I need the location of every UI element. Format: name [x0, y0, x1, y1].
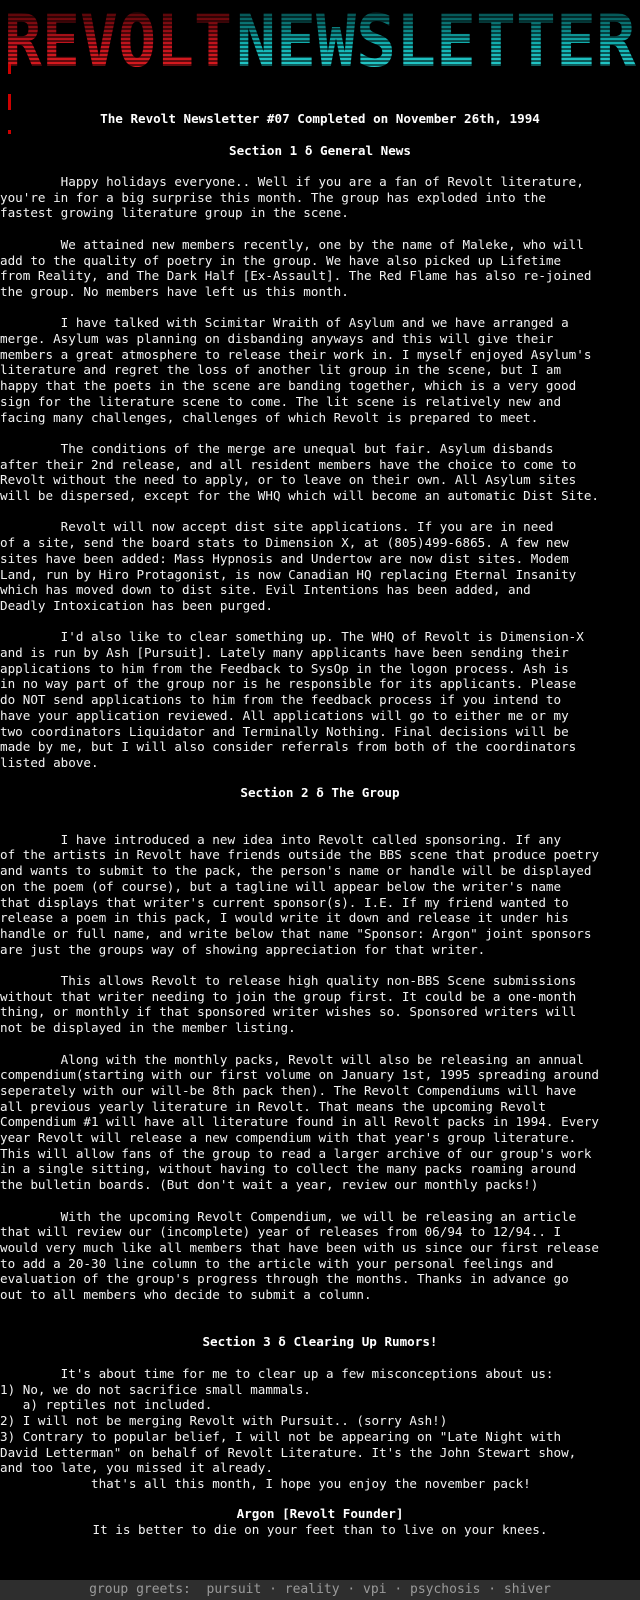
body-text-line: are just the groups way of showing appreciation for that writer.: [0, 941, 486, 957]
body-text-line: and too late, you missed it already.: [0, 1460, 273, 1476]
body-text-line: all previous yearly literature in Revolt. That means the upcoming Revolt: [0, 1098, 546, 1114]
body-text-line: have your application reviewed. All applications will go to either me or my: [0, 707, 569, 723]
body-text-line: sign for the literature scene to come. The lit scene is relatively new and: [0, 393, 562, 409]
body-text-line: a) reptiles not included.: [0, 1397, 213, 1413]
revolt-newsletter-banner: [0, 0, 640, 84]
body-text-line: applications to him from the Feedback to SysOp in the logon process. Ash is: [0, 660, 569, 676]
body-text-line: merge. Asylum was planning on disbanding anyways and this will give their: [0, 331, 554, 346]
body-text-line: evaluation of the group's progress through the months. Thanks in advance go: [0, 1271, 569, 1287]
body-text-line: facing many challenges, challenges of which Revolt is prepared to meet.: [0, 409, 539, 425]
body-text-line: Land, run by Hiro Protagonist, is now Canadian HQ replacing Eternal Insanity: [0, 566, 577, 582]
body-text-line: and wants to submit to the pack, the person's name or handle will be displayed: [0, 863, 592, 879]
body-text-line: that displays that writer's current sponsor(s). I.E. If my friend wanted to: [0, 894, 569, 910]
banner-drip-mark: [8, 94, 11, 110]
body-text-line: made by me, but I will also consider referrals from both of the coordinators: [0, 739, 577, 755]
banner-drip-mark: [8, 64, 11, 74]
banner-drip-mark: [8, 130, 11, 134]
body-text-line: I have introduced a new idea into Revolt called sponsoring. If any: [0, 831, 562, 847]
body-text-line: 1) No, we do not sacrifice small mammals.: [0, 1381, 311, 1397]
body-text-line: The conditions of the merge are unequal but fair. Asylum disbands: [0, 440, 554, 456]
body-text-line: out to all members who decide to submit a column.: [0, 1287, 372, 1302]
body-text-line: Revolt will now accept dist site applications. If you are in need: [0, 519, 554, 535]
section-2-title: Section 2 δ The Group: [240, 785, 400, 800]
closing-quote: It is better to die on your feet than to live on your knees.: [92, 1522, 548, 1537]
body-text-line: the group. No members have left us this month.: [0, 283, 349, 299]
body-text-line: fastest growing literature group in the scene.: [0, 205, 349, 221]
body-text-line: would very much like all members that have been with us since our first release: [0, 1239, 599, 1255]
section-3-title: Section 3 δ Clearing Up Rumors!: [202, 1334, 438, 1349]
body-text-line: year Revolt will release a new compendium with that year's group literature.: [0, 1130, 577, 1145]
signature: Argon [Revolt Founder]: [236, 1506, 404, 1521]
body-text-line: in a single sitting, without having to collect the many packs roaming around: [0, 1161, 577, 1177]
body-text-line: handle or full name, and write below that name "Sponsor: Argon" joint sponsors: [0, 925, 592, 941]
body-text-line: release a poem in this pack, I would write it down and release it under his: [0, 910, 569, 926]
body-text-line: Along with the monthly packs, Revolt will also be releasing an annual: [0, 1051, 584, 1067]
body-text-line: members a great atmosphere to release their work in. I myself enjoyed Asylum's: [0, 346, 592, 362]
body-text-line: 2) I will not be merging Revolt with Pursuit.. (sorry Ash!): [0, 1413, 448, 1429]
body-text-line: not be displayed in the member listing.: [0, 1020, 296, 1036]
group-greets-bar: group greets: pursuit · reality · vpi · psychosis · shiver: [0, 1580, 640, 1600]
body-text-line: which has moved down to dist site. Evil Intentions has been added, and: [0, 582, 531, 598]
body-text-line: to add a 20-30 line column to the article with your personal feelings and: [0, 1255, 554, 1271]
body-text-line: I'd also like to clear something up. The WHQ of Revolt is Dimension-X: [0, 629, 584, 645]
body-text-line: seperately with our will-be 8th pack then). The Revolt Compendiums will have: [0, 1082, 577, 1098]
body-text-line: Revolt without the need to apply, or to leave on their own. All Asylum sites: [0, 472, 577, 488]
body-text-line: and is run by Ash [Pursuit]. Lately many applicants have been sending their: [0, 645, 569, 660]
body-text-line: I have talked with Scimitar Wraith of Asylum and we have arranged a: [0, 315, 569, 331]
body-text-line: listed above.: [0, 754, 99, 770]
body-text-line: in no way part of the group nor is he responsible for its applicants. Please: [0, 676, 577, 692]
body-text-line: two coordinators Liquidator and Terminally Nothing. Final decisions will be: [0, 723, 569, 739]
body-text-line: add to the quality of poetry in the group. We have also picked up Lifetime: [0, 252, 562, 268]
body-text-line: from Reality, and The Dark Half [Ex-Assault]. The Red Flame has also re-joined: [0, 268, 592, 284]
body-text-line: of the artists in Revolt have friends outside the BBS scene that produce poetry: [0, 847, 599, 863]
body-text-line: It's about time for me to clear up a few misconceptions about us:: [0, 1366, 554, 1381]
body-text-line: compendium(starting with our first volume on January 1st, 1995 spreading around: [0, 1067, 599, 1083]
body-text-line: of a site, send the board stats to Dimension X, at (805)499-6865. A few new: [0, 535, 569, 551]
body-text-line: that will review our (incomplete) year of releases from 06/94 to 12/94.. I: [0, 1224, 562, 1240]
body-text-line: that's all this month, I hope you enjoy the november pack!: [0, 1475, 531, 1491]
body-text-line: happy that the poets in the scene are banding together, which is a very good: [0, 378, 577, 394]
body-text-line: you're in for a big surprise this month. The group has exploded into the: [0, 189, 546, 205]
newsletter-heading: The Revolt Newsletter #07 Completed on November 26th, 1994: [100, 111, 540, 126]
body-text-line: after their 2nd release, and all resident members have the choice to come to: [0, 456, 577, 472]
body-text-line: do NOT send applications to him from the feedback process if you intend to: [0, 692, 562, 708]
body-text-line: without that writer needing to join the group first. It could be a one-month: [0, 988, 577, 1004]
body-text-line: Happy holidays everyone.. Well if you are a fan of Revolt literature,: [0, 174, 584, 189]
body-text-line: With the upcoming Revolt Compendium, we will be releasing an article: [0, 1208, 577, 1224]
body-text-line: This will allow fans of the group to read a larger archive of our group's work: [0, 1145, 592, 1161]
body-text-line: 3) Contrary to popular belief, I will not be appearing on "Late Night with: [0, 1428, 562, 1444]
body-text-line: sites have been added: Mass Hypnosis and Undertow are now dist sites. Modem: [0, 550, 569, 566]
body-text-line: the bulletin boards. (But don't wait a year, review our monthly packs!): [0, 1177, 539, 1193]
body-text-line: thing, or monthly if that sponsored writer wishes so. Sponsored writers will: [0, 1004, 577, 1020]
body-text-line: This allows Revolt to release high quality non-BBS Scene submissions: [0, 973, 577, 988]
body-text-line: David Letterman" on behalf of Revolt Literature. It's the John Stewart show,: [0, 1444, 577, 1460]
body-text-line: on the poem (of course), but a tagline will appear below the writer's name: [0, 878, 562, 894]
section-1-title: Section 1 δ General News: [229, 143, 411, 158]
body-text-line: We attained new members recently, one by the name of Maleke, who will: [0, 236, 584, 252]
body-text-line: literature and regret the loss of another lit group in the scene, but I am: [0, 362, 562, 378]
body-text-line: Compendium #1 will have all literature found in all Revolt packs in 1994. Every: [0, 1114, 599, 1130]
body-text-line: Deadly Intoxication has been purged.: [0, 597, 273, 613]
body-text-line: will be dispersed, except for the WHQ which will become an automatic Dist Site.: [0, 488, 599, 503]
